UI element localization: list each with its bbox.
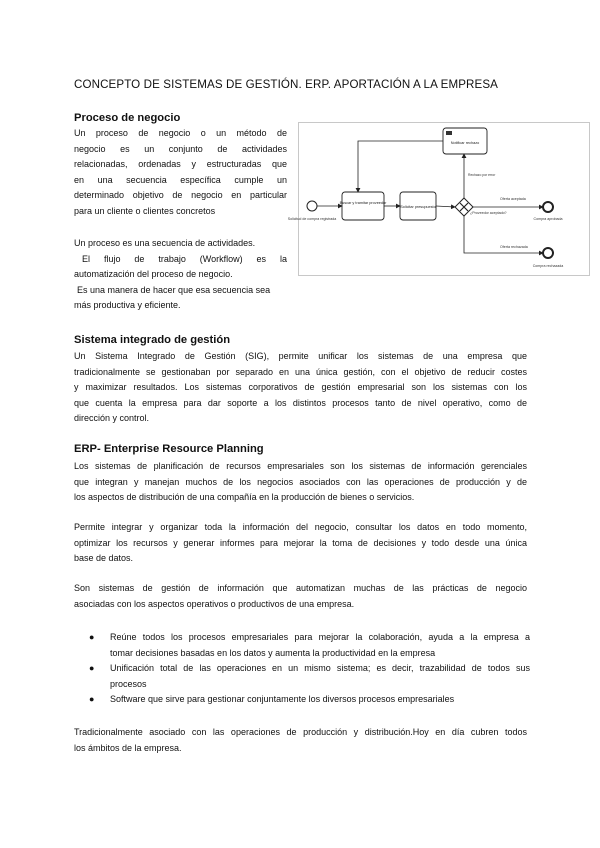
text-line: en una secuencia específica cumple un [74,174,287,185]
task-buscar-proveedor [342,192,384,220]
text-line: Es una manera de hacer que esa secuencia sea [77,284,271,295]
start-event [307,201,317,211]
paragraph-erp-tradicional [74,725,527,756]
text-line: Son sistemas de gestión de información que automatizan muchas de las prácticas de negocio [74,583,527,593]
text-line: negocio es un conjunto de actividades [74,143,287,154]
text-line: Software que sirve para gestionar conjuntamente los diversos procesos empresariales [110,694,455,705]
section-heading-sig: Sistema integrado de gestión [74,334,231,346]
branch-aceptada-label: Oferta aceptada [500,197,526,201]
paragraph-erp-definition [74,459,527,506]
paragraph-erp-integrar [74,520,527,567]
text-line: base de datos. [74,553,134,564]
text-line: Permite integrar y organizar toda la información del negocio, consultar los datos en todo momento, [74,522,527,532]
text-line: los ámbitos de la empresa. [74,742,182,753]
text-line: más productiva y eficiente. [74,300,181,311]
text-line: tomar decisiones basadas en los datos y aumenta la productividad en la empresa [110,647,436,658]
end-event-rechazada-label: Compra rechazada [532,264,564,268]
text-line: que cuenta la empresa para dar soporte a los distintos procesos tanto de nivel operativo, como de [74,397,527,408]
text-line: Un proceso de negocio o un método de [74,128,287,138]
bullet-dot-icon: ● [89,694,95,705]
text-line: para un cliente o clientes concretos [74,205,216,216]
end-event-aprobada-label: Compra aprobada [533,217,563,221]
section-heading-erp: ERP- Enterprise Resource Planning [74,443,264,455]
start-event-label: Solicitud de compra registrada [287,217,337,221]
erp-benefits-list [74,630,530,708]
task-type-icon [446,131,452,135]
text-line: Reúne todos los procesos empresariales para mejorar la colaboración, ayuda a la empresa a [110,632,530,642]
bullet-dot-icon: ● [89,632,95,642]
text-line: Tradicionalmente asociado con las operaciones de producción y distribución.Hoy en día cubren todos [74,727,527,737]
text-line: Un proceso es una secuencia de actividades. [74,238,256,248]
paragraph-sig [74,349,527,427]
list-item [74,692,530,708]
branch-rechazada-label: Oferta rechazada [500,245,528,249]
task-solicitar-presupuesto-label: Solicitar presupuesto [400,205,436,209]
text-line: asociadas con los aspectos operativos o productivos de una empresa. [74,598,355,609]
text-line: dirección y control. [74,413,150,424]
text-line: automatización del proceso de negocio. [74,269,233,280]
section-heading-proceso: Proceso de negocio [74,112,181,124]
text-line: y maximizar resultados. Los sistemas corporativos de gestión empresarial son los sistemas con los [74,382,527,393]
text-line: optimizar los recursos y generar informes para mejorar la toma de decisiones y todo desde una única [74,537,527,548]
text-line: Un Sistema Integrado de Gestión (SIG), permite unificar los sistemas de una empresa que [74,351,527,361]
text-line: Unificación total de las operaciones en un mismo sistema; es decir, trazabilidad de todos sus [110,663,530,674]
bpmn-process-diagram [287,122,590,276]
task-buscar-proveedor-label: Buscar y tramitar proveedor [339,201,387,205]
task-notificar-rechazo-label: Notificar rechazo [450,141,480,145]
text-line: El flujo de trabajo (Workflow) es la [82,253,287,264]
end-event-rechazada [543,248,553,258]
page-title: CONCEPTO DE SISTEMAS DE GESTIÓN. ERP. APORTACIÓN A LA EMPRESA [74,78,499,91]
text-line: que integran y manejan muchos de los negocios asociados con las operaciones de producción y de [74,476,527,487]
end-event-aprobada [543,202,553,212]
list-item [74,630,530,661]
paragraph-proceso-secuencia [74,236,287,314]
text-line: tradicionalmente se gestionaban por separado en una única gestión, con el objetivo de reducir costes [74,366,527,377]
bullet-dot-icon: ● [89,663,95,674]
text-line: Los sistemas de planificación de recursos empresariales son los sistemas de información gerenciales [74,461,527,471]
text-line: los aspectos de distribución de una compañía en la producción de bienes o servicios. [74,492,415,503]
gateway-label: ¿Proveedor aceptado? [470,211,507,215]
paragraph-erp-automatizan [74,581,527,612]
text-line: procesos [110,678,147,689]
list-item [74,661,530,692]
text-line: relacionadas, ordenadas y estructuradas que [74,159,287,170]
gateway-top-label: Rechazo por error [468,173,496,177]
paragraph-proceso-definition [74,126,287,220]
text-line: determinado objetivo de negocio en particular [74,190,287,201]
